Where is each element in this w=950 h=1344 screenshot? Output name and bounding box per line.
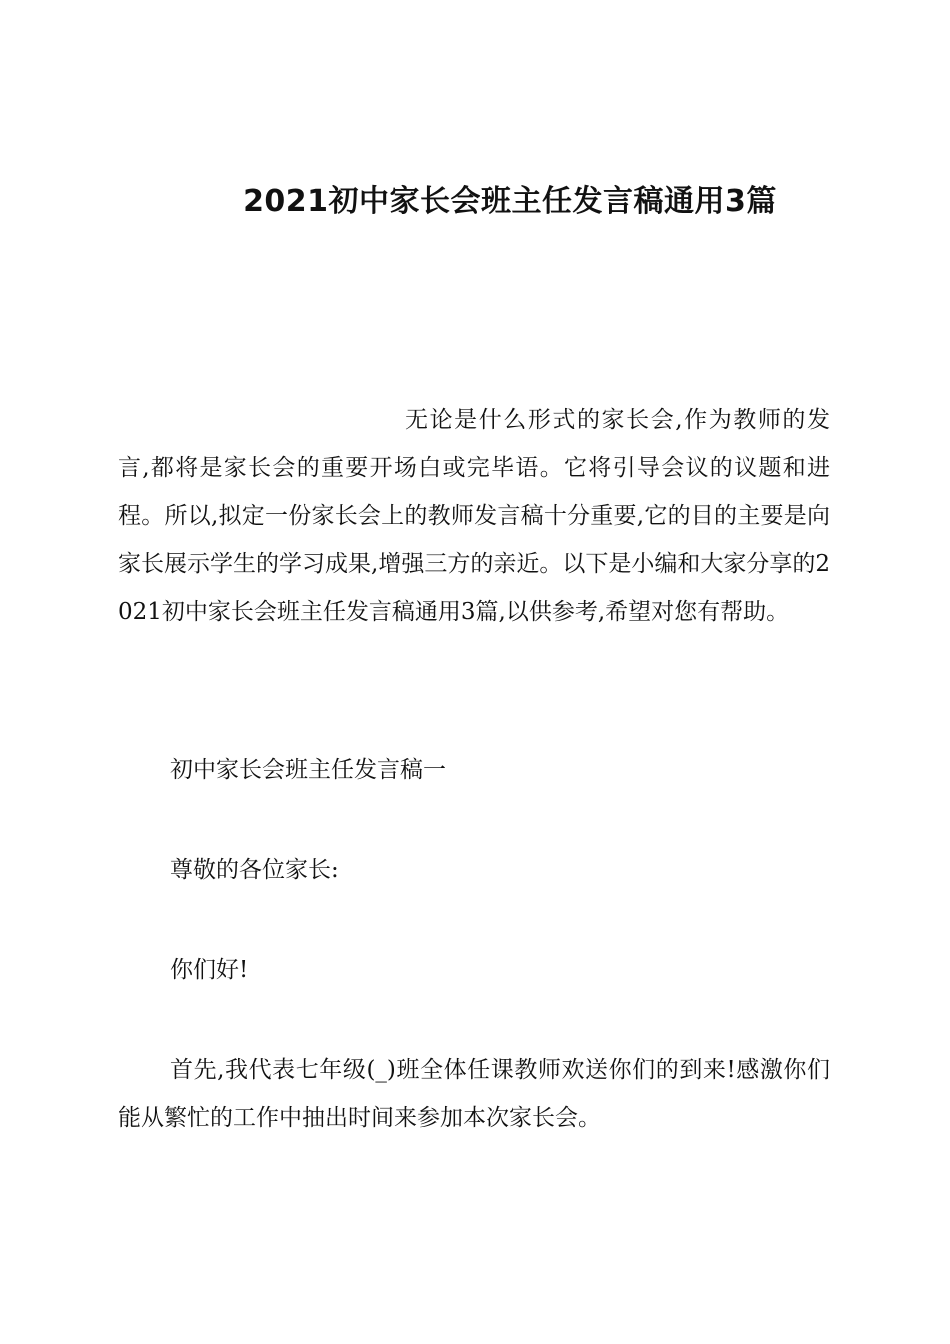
greeting-line: 尊敬的各位家长:	[170, 857, 339, 883]
document-title: 2021初中家长会班主任发言稿通用3篇	[243, 184, 777, 219]
body-paragraph-1: 首先,我代表七年级(_)班全体任课教师欢送你们的到来!感激你们能从繁忙的工作中抽出时间来参加本次家长会。	[118, 1057, 830, 1131]
section-heading: 初中家长会班主任发言稿一	[170, 757, 446, 783]
hello-line: 你们好!	[170, 957, 249, 983]
intro-paragraph: 无论是什么形式的家长会,作为教师的发言,都将是家长会的重要开场白或完毕语。它将引导会议的议题和进程。所以,拟定一份家长会上的教师发言稿十分重要,它的目的主要是向家长展示学生的学习成果,增强三方的亲近。以下是小编和大家分享的2021初中家长会班主任发言稿通用3篇,以供参考,希望对您有帮助。	[118, 407, 830, 625]
